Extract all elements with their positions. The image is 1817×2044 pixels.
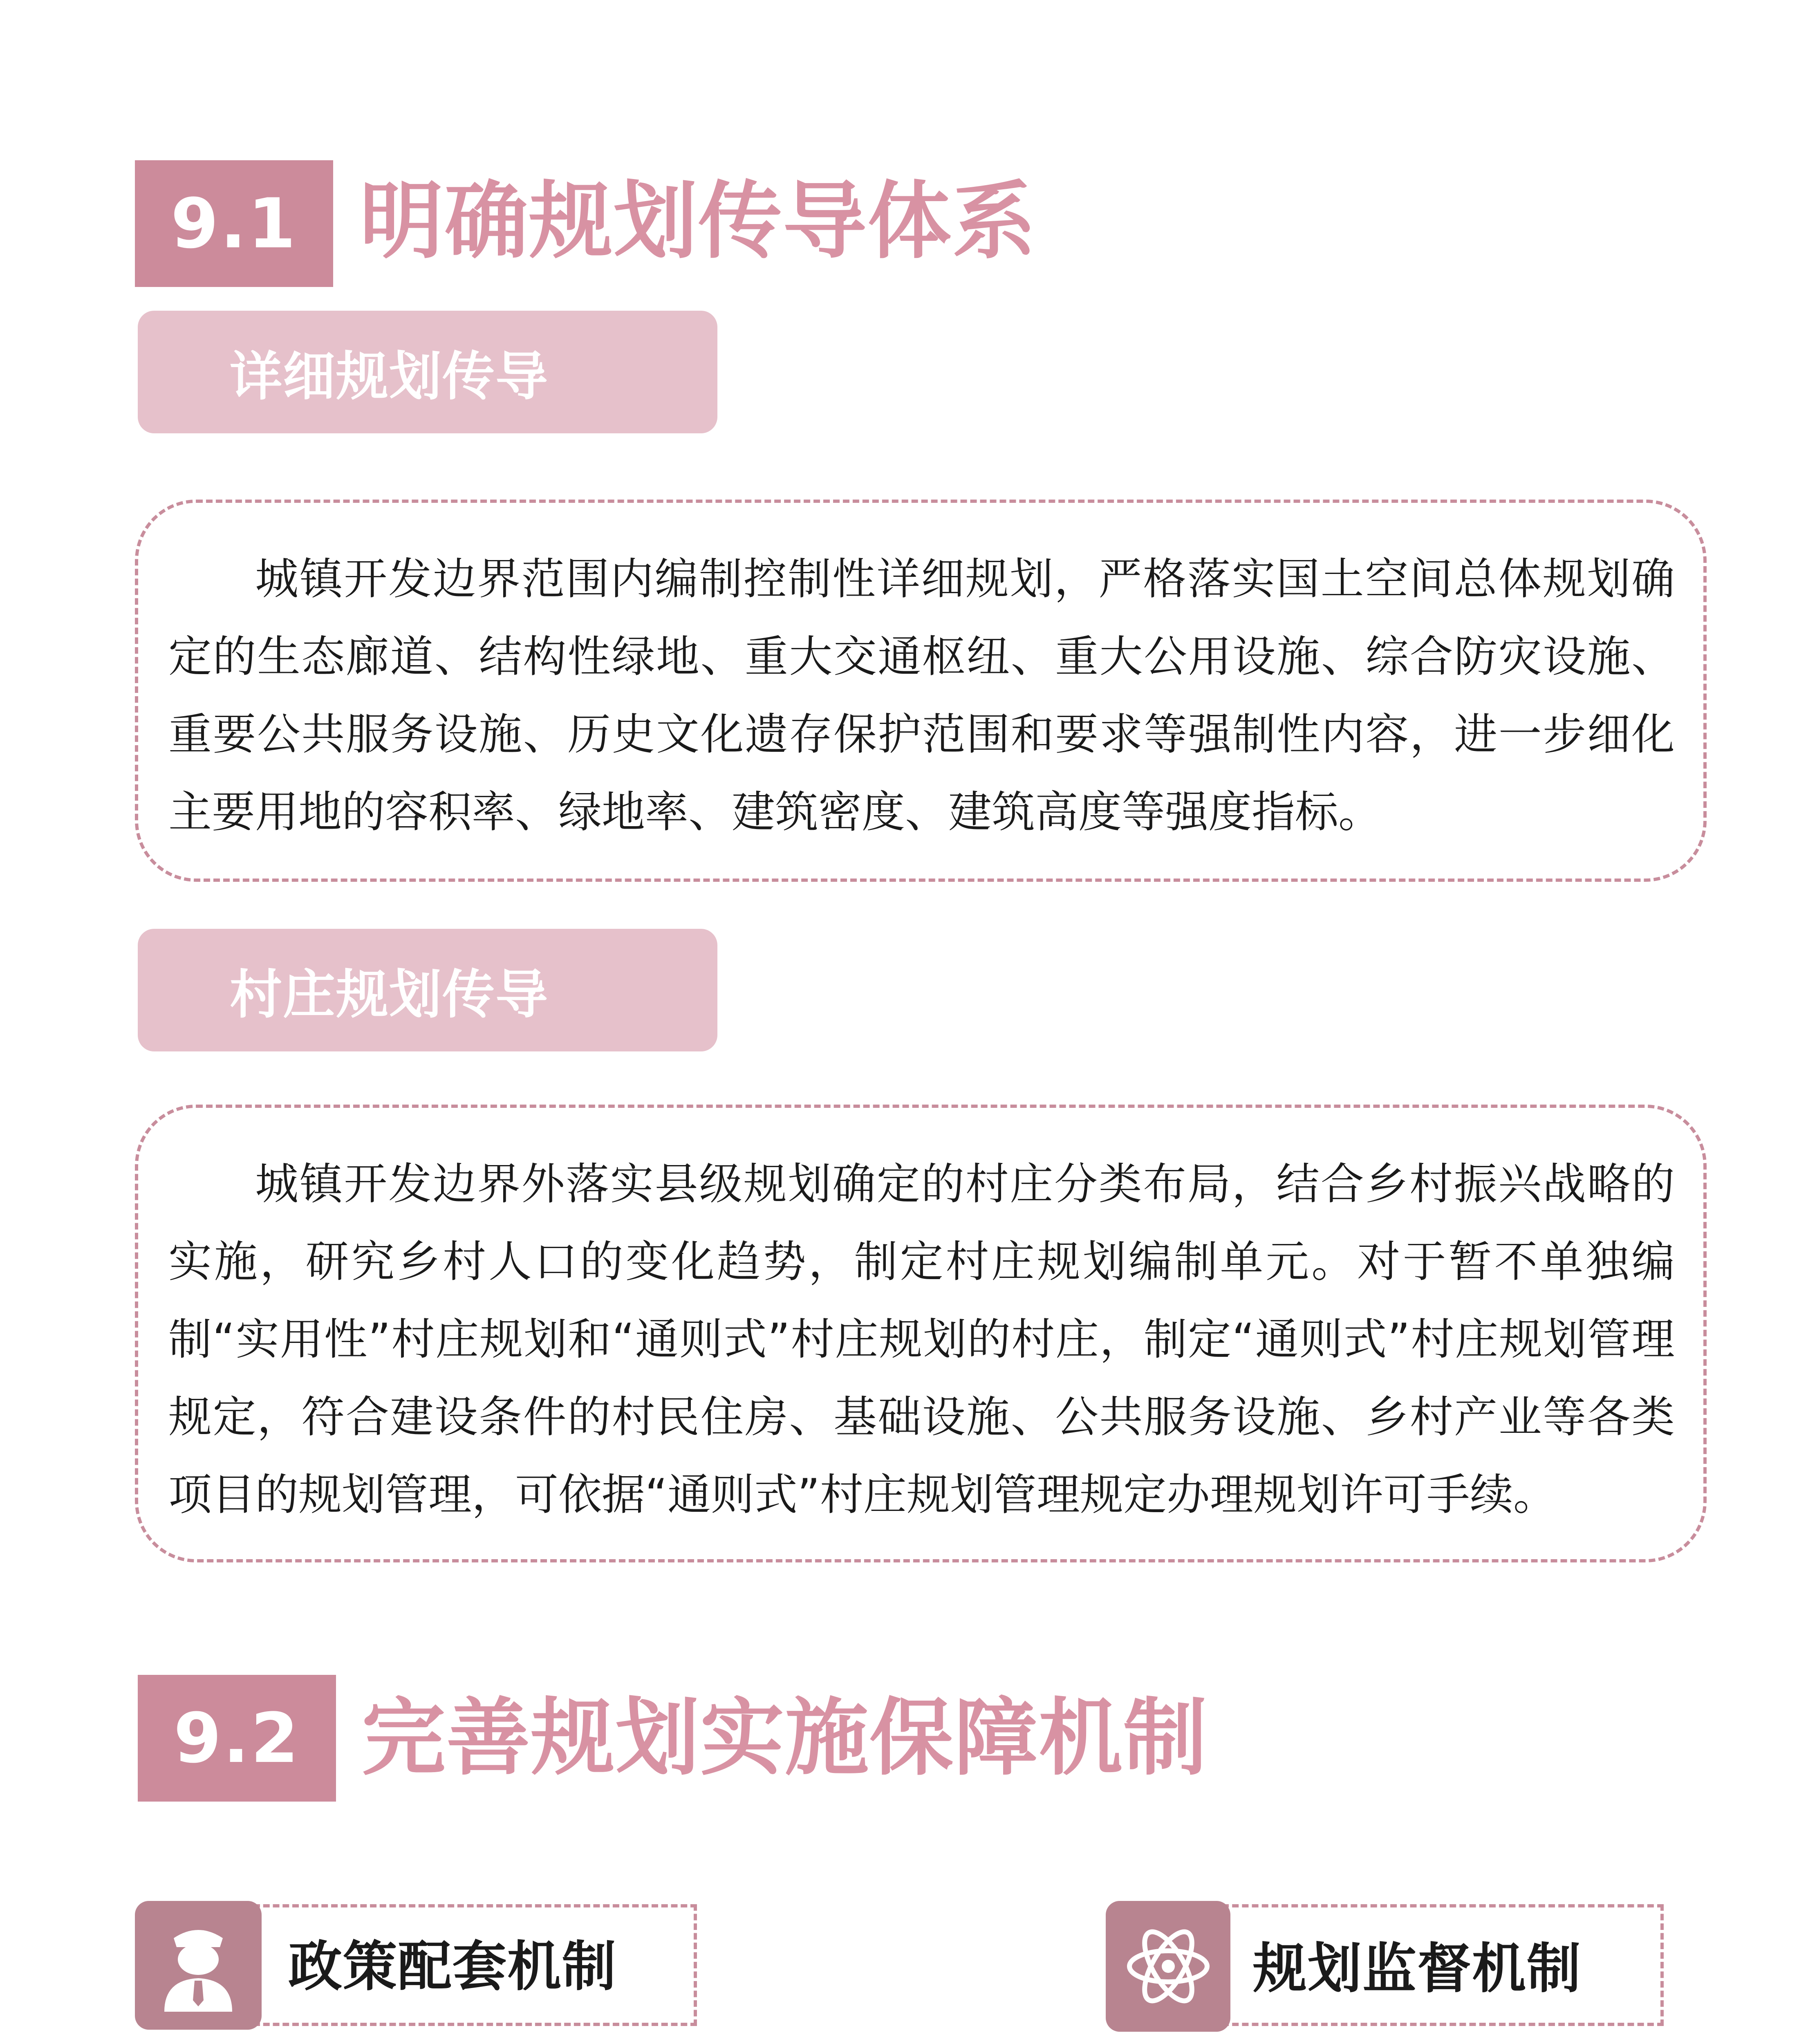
section-1-number: 9.1: [135, 160, 333, 287]
section-2-title: 完善规划实施保障机制: [362, 1690, 1208, 1787]
mechanism-label-supervision: 规划监督机制: [1253, 1937, 1582, 2000]
detailed-planning-text: 城镇开发边界范围内编制控制性详细规划，严格落实国土空间总体规划确定的生态廊道、结构性绿地、重大交通枢纽、重大公用设施、综合防灾设施、重要公共服务设施、历史文化遗存保护范围和要求等强制性内容，进一步细化主要用地的容积率、绿地率、建筑密度、建筑高度等强度指标。: [168, 554, 1675, 837]
detailed-planning-box: [135, 500, 1707, 882]
subheading-village-planning: 村庄规划传导: [138, 929, 717, 1051]
village-planning-text: 城镇开发边界外落实县级规划确定的村庄分类布局，结合乡村振兴战略的实施，研究乡村人口的变化趋势，制定村庄规划编制单元。对于暂不单独编制“实用性”村庄规划和“通则式”村庄规划的村庄，制定“通则式”村庄规划管理规定，符合建设条件的村民住房、基础设施、公共服务设施、乡村产业等各类项目的规划管理，可依据“通则式”村庄规划管理规定办理规划许可手续。: [168, 1159, 1675, 1520]
subheading-detailed-planning: 详细规划传导: [138, 311, 717, 433]
atom-icon: [1106, 1901, 1230, 2032]
section-1-title: 明确规划传导体系: [360, 173, 1037, 270]
village-planning-box: [135, 1105, 1707, 1562]
officer-icon: [135, 1901, 262, 2030]
section-2-number: 9.2: [138, 1675, 336, 1802]
mechanism-label-policy: 政策配套机制: [288, 1935, 617, 1998]
